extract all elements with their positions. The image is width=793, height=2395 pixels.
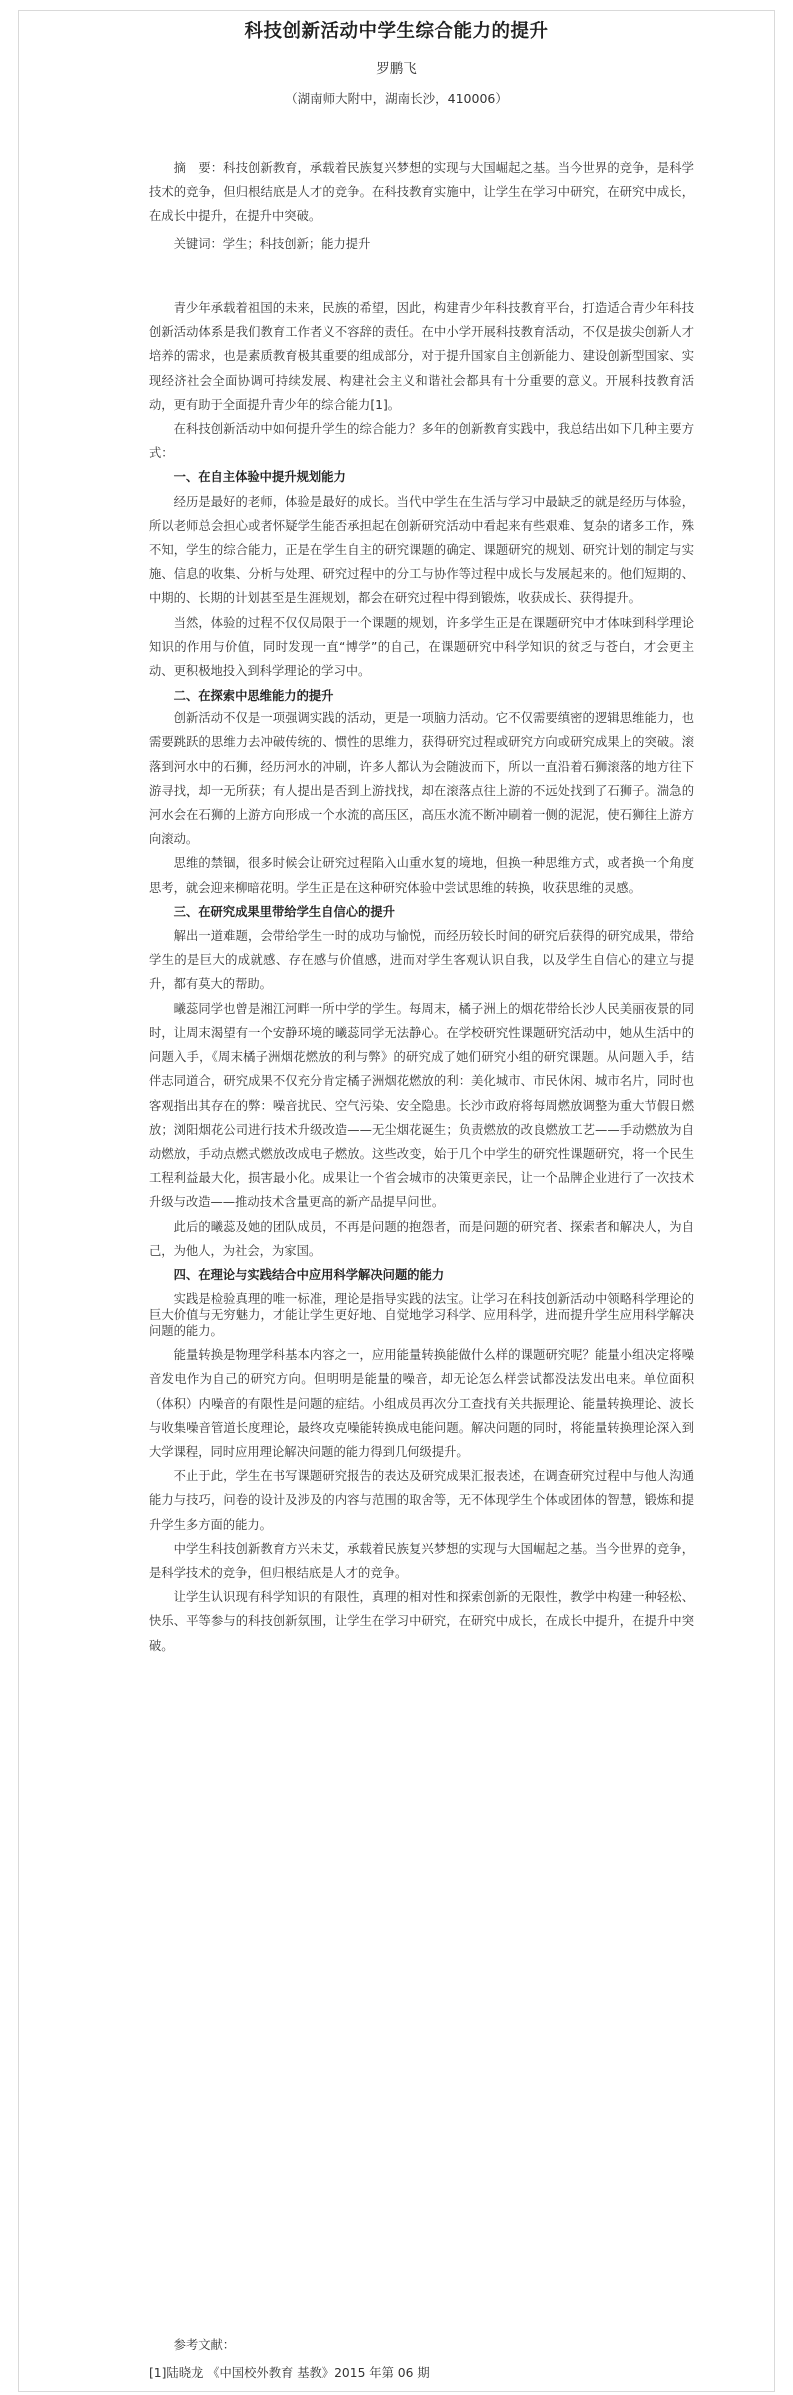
reference-item: [1]陆晓龙 《中国校外教育 基教》2015 年第 06 期 (149, 2366, 430, 2381)
body-paragraph: 曦蕊同学也曾是湘江河畔一所中学的学生。每周末，橘子洲上的烟花带给长沙人民美丽夜景的同时，让周末渴望有一个安静环境的曦蕊同学无法静心。在学校研究性课题研究活动中，她从生活中的问题入手，《周末橘子洲烟花燃放的利与弊》的研究成了她们研究小组的研究课题。从问题入手，结伴志同道合，研究成果不仅充分肯定橘子洲烟花燃放的利：美化城市、市民休闲、城市名片，同时也客观指出其存在的弊：噪音扰民、空气污染、安全隐患。长沙市政府将每周燃放调整为重大节假日燃放；浏阳烟花公司进行技术升级改造——无尘烟花诞生；负责燃放的改良燃放工艺——手动燃放为自动燃放，手动点燃式燃放改成电子燃放。这些改变，始于几个中学生的研究性课题研究，将一个民生工程利益最大化，损害最小化。成果让一个省会城市的决策更亲民，让一个品牌企业进行了一次技术升级与改造——推动技术含量更高的新产品提早问世。 (149, 1001, 694, 1210)
body-paragraph: 此后的曦蕊及她的团队成员，不再是问题的抱怨者，而是问题的研究者、探索者和解决人，为自己，为他人，为社会，为家国。 (149, 1219, 694, 1258)
abstract-text: 科技创新教育，承载着民族复兴梦想的实现与大国崛起之基。当今世界的竞争，是科学技术的竞争，但归根结底是人才的竞争。在科技教育实施中，让学生在学习中研究，在研究中成长，在成长中提升，在提升中突破。 (149, 161, 694, 224)
body-paragraph: 经历是最好的老师，体验是最好的成长。当代中学生在生活与学习中最缺乏的就是经历与体验，所以老师总会担心或者怀疑学生能否承担起在创新研究活动中看起来有些艰难、复杂的诸多工作，殊不知，学生的综合能力，正是在学生自主的研究课题的确定、课题研究的规划、研究计划的制定与实施、信息的收集、分析与处理、研究过程中的分工与协作等过程中成长与发展起来的。他们短期的、中期的、长期的计划甚至是生涯规划，都会在研究过程中得到锻炼，收获成长、获得提升。 (149, 494, 694, 606)
references-label: 参考文献： (173, 2338, 236, 2352)
body-paragraph: 思维的禁锢，很多时候会让研究过程陷入山重水复的境地，但换一种思维方式，或者换一个角度思考，就会迎来柳暗花明。学生正是在这种研究体验中尝试思维的转换，收获思维的灵感。 (149, 856, 694, 895)
intro-paragraph: 青少年承载着祖国的未来，民族的希望，因此，构建青少年科技教育平台，打造适合青少年科技创新活动体系是我们教育工作者义不容辞的责任。在中小学开展科技教育活动，不仅是拔尖创新人才培养的需求，也是素质教育极其重要的组成部分，对于提升国家自主创新能力、建设创新型国家、实现经济社会全面协调可持续发展、构建社会主义和谐社会都具有十分重要的意义。开展科技教育活动，更有助于全面提升青少年的综合能力[1]。 (149, 301, 694, 412)
body-paragraph: 让学生认识现有科学知识的有限性，真理的相对性和探索创新的无限性，教学中构建一种轻松、快乐、平等参与的科技创新氛围，让学生在学习中研究，在研究中成长，在成长中提升，在提升中突破。 (149, 1590, 694, 1653)
body-paragraph: 能量转换是物理学科基本内容之一，应用能量转换能做什么样的课题研究呢？能量小组决定将噪音发电作为自己的研究方向。但明明是能量的噪音，却无论怎么样尝试都没法发出电来。单位面积（体积）内噪音的有限性是问题的症结。小组成员再次分工查找有关共振理论、能量转换理论、波长与收集噪音管道长度理论，最终攻克噪能转换成电能问题。解决问题的同时，将能量转换理论深入到大学课程，同时应用理论解决问题的能力得到几何级提升。 (149, 1348, 694, 1459)
body-paragraph: 中学生科技创新教育方兴未艾，承载着民族复兴梦想的实现与大国崛起之基。当今世界的竞争，是科学技术的竞争，但归根结底是人才的竞争。 (149, 1541, 694, 1580)
article-affiliation: （湖南师大附中，湖南长沙，410006） (285, 91, 508, 106)
body-paragraph: 实践是检验真理的唯一标准，理论是指导实践的法宝。让学习在科技创新活动中领略科学理论的巨大价值与无穷魅力，才能让学生更好地、自觉地学习科学、应用科学，进而提升学生应用科学解决问题的能力。 (149, 1292, 694, 1339)
article-page (18, 10, 775, 2392)
section-heading: 二、在探索中思维能力的提升 (173, 689, 334, 704)
body-paragraph: 不止于此，学生在书写课题研究报告的表达及研究成果汇报表述，在调查研究过程中与他人沟通能力与技巧，问卷的设计及涉及的内容与范围的取舍等，无不体现学生个体或团体的智慧，锻炼和提升学生多方面的能力。 (149, 1469, 694, 1532)
article-title: 科技创新活动中学生综合能力的提升 (244, 21, 549, 42)
body-paragraph: 创新活动不仅是一项强调实践的活动，更是一项脑力活动。它不仅需要缜密的逻辑思维能力，也需要跳跃的思维力去冲破传统的、惯性的思维力，获得研究过程或研究方向或研究成果上的突破。滚落到河水中的石狮，经历河水的冲刷，许多人都认为会随波而下，所以一直沿着石狮滚落的地方往下游寻找，却一无所获；有人提出是否到上游找找，却在滚落点往上游的不远处找到了石狮子。湍急的河水会在石狮的上游方向形成一个水流的高压区，高压水流不断冲刷着一侧的泥泥，使石狮往上游方向滚动。 (149, 711, 694, 847)
keywords-label: 关键词： (173, 236, 223, 251)
body-paragraph: 解出一道难题，会带给学生一时的成功与愉悦，而经历较长时间的研究后获得的研究成果，带给学生的是巨大的成就感、存在感与价值感，进而对学生客观认识自我，以及学生自信心的建立与提升，都有莫大的帮助。 (149, 929, 694, 992)
abstract-label: 摘 要： (173, 161, 224, 175)
abstract-block (149, 156, 694, 256)
abstract-paragraph (149, 156, 694, 229)
keywords-text: 学生；科技创新；能力提升 (222, 236, 371, 251)
keywords-paragraph (149, 232, 694, 256)
body-paragraph: 当然，体验的过程不仅仅局限于一个课题的规划，许多学生正是在课题研究中才体味到科学理论知识的作用与价值，同时发现一直“博学”的自己，在课题研究中科学知识的贫乏与苍白，才会更主动、更积极地投入到科学理论的学习中。 (149, 615, 694, 679)
section-heading: 四、在理论与实践结合中应用科学解决问题的能力 (173, 1267, 445, 1282)
article-author: 罗鹏飞 (376, 61, 417, 77)
article-body (149, 296, 694, 1658)
references-block (149, 2333, 694, 2385)
section-heading: 一、在自主体验中提升规划能力 (173, 470, 346, 485)
section-heading: 三、在研究成果里带给学生自信心的提升 (173, 904, 395, 919)
intro-paragraph: 在科技创新活动中如何提升学生的综合能力？多年的创新教育实践中，我总结出如下几种主要方式： (149, 422, 694, 461)
